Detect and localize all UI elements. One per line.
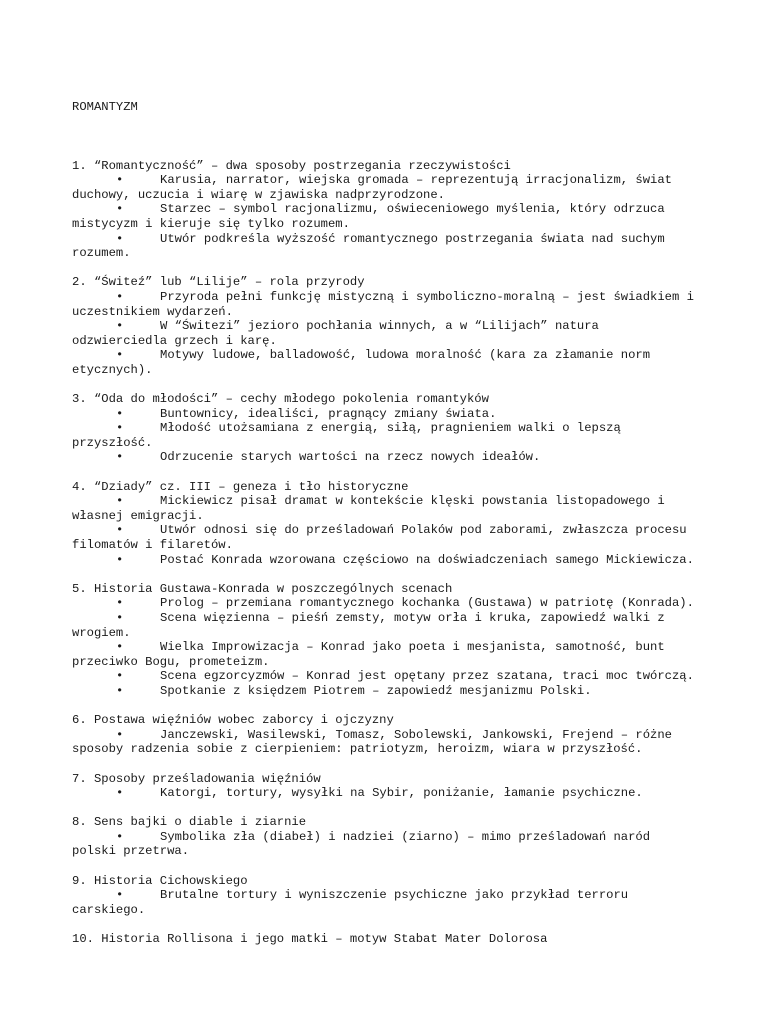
bullet-item: [72, 450, 698, 465]
bullet-text: Wielka Improwizacja – Konrad jako poeta i mesjanista, samotność, bunt przeciwko Bogu, prometeizm.: [72, 640, 672, 669]
bullet-marker-icon: •: [116, 610, 124, 625]
section-10: [72, 932, 698, 947]
bullet-marker-icon: •: [116, 289, 124, 304]
bullet-text: Karusia, narrator, wiejska gromada – reprezentują irracjonalizm, świat duchowy, uczucia i wiarę w zjawiska nadprzyrodzone.: [72, 173, 680, 202]
bullet-text: Mickiewicz pisał dramat w kontekście klęski powstania listopadowego i własnej emigracji.: [72, 494, 672, 523]
section-heading: 8. Sens bajki o diable i ziarnie: [72, 815, 307, 830]
bullet-item: [72, 830, 698, 859]
bullet-item: [72, 407, 698, 422]
section-heading: 6. Postawa więźniów wobec zaborcy i ojczyzny: [72, 713, 394, 728]
section-heading: 1. “Romantyczność” – dwa sposoby postrzegania rzeczywistości: [72, 158, 511, 173]
bullet-text: Symbolika zła (diabeł) i nadziei (ziarno) – mimo prześladowań naród polski przetrwa.: [72, 829, 658, 859]
bullet-text: Scena egzorcyzmów – Konrad jest opętany przez szatana, traci moc twórczą.: [160, 669, 694, 684]
bullet-marker-icon: •: [116, 231, 124, 246]
bullet-item: [72, 596, 698, 611]
section-heading: 9. Historia Cichowskiego: [72, 873, 248, 888]
section-heading: 7. Sposoby prześladowania więźniów: [72, 771, 321, 786]
bullet-marker-icon: •: [116, 406, 124, 421]
bullet-text: Scena więzienna – pieśń zemsty, motyw orła i kruka, zapowiedź walki z wrogiem.: [72, 610, 672, 640]
section-5: [72, 582, 698, 699]
section-7: [72, 772, 698, 801]
section-4: [72, 480, 698, 568]
bullet-item: [72, 348, 698, 377]
section-heading: 4. “Dziady” cz. III – geneza i tło historyczne: [72, 479, 409, 494]
sections-list: [72, 158, 702, 947]
bullet-item: [72, 232, 698, 261]
bullet-item: [72, 553, 698, 568]
bullet-item: [72, 421, 698, 450]
section-2: [72, 275, 702, 377]
bullet-item: [72, 289, 702, 319]
bullet-text: Utwór podkreśla wyższość romantycznego postrzegania świata nad suchym rozumem.: [72, 231, 672, 261]
bullet-text: Utwór odnosi się do prześladowań Polaków pod zaborami, zwłaszcza procesu filomatów i filaretów.: [72, 523, 694, 552]
bullet-text: Katorgi, tortury, wysyłki na Sybir, poniżanie, łamanie psychiczne.: [160, 786, 643, 801]
bullet-marker-icon: •: [116, 683, 124, 698]
bullet-item: [72, 669, 698, 684]
bullet-text: Buntownicy, idealiści, pragnący zmiany świata.: [160, 406, 497, 421]
bullet-text: Starzec – symbol racjonalizmu, oświeceniowego myślenia, który odrzuca mistycyzm i kieruje się tylko rozumem.: [72, 202, 672, 231]
bullet-item: [72, 494, 698, 523]
bullet-marker-icon: •: [116, 173, 124, 188]
bullet-item: [72, 523, 698, 552]
bullet-item: [72, 611, 698, 640]
bullet-marker-icon: •: [116, 596, 124, 611]
bullet-marker-icon: •: [116, 348, 124, 363]
bullet-item: [72, 640, 698, 669]
bullet-item: [72, 202, 698, 231]
section-heading: 5. Historia Gustawa-Konrada w poszczególnych scenach: [72, 581, 453, 596]
bullet-marker-icon: •: [116, 640, 124, 655]
bullet-marker-icon: •: [116, 494, 124, 509]
bullet-item: [72, 684, 698, 699]
bullet-item: [72, 888, 698, 917]
bullet-text: Młodość utożsamiana z energią, siłą, pragnieniem walki o lepszą przyszłość.: [72, 421, 629, 450]
bullet-text: Odrzucenie starych wartości na rzecz nowych ideałów.: [160, 450, 541, 465]
bullet-marker-icon: •: [116, 669, 124, 684]
bullet-item: [72, 728, 698, 757]
section-9: [72, 874, 698, 918]
bullet-item: [72, 173, 698, 202]
section-1: [72, 159, 698, 261]
bullet-text: Brutalne tortury i wyniszczenie psychiczne jako przykład terroru carskiego.: [72, 888, 636, 917]
bullet-marker-icon: •: [116, 552, 124, 567]
bullet-marker-icon: •: [116, 450, 124, 465]
bullet-text: Spotkanie z księdzem Piotrem – zapowiedź mesjanizmu Polski.: [160, 683, 592, 698]
section-6: [72, 713, 698, 757]
bullet-text: Postać Konrada wzorowana częściowo na doświadczeniach samego Mickiewicza.: [160, 552, 694, 567]
bullet-marker-icon: •: [116, 786, 124, 801]
bullet-item: [72, 319, 698, 348]
document-title: ROMANTYZM: [72, 100, 138, 115]
section-8: [72, 815, 698, 859]
bullet-text: Przyroda pełni funkcję mistyczną i symboliczno-moralną – jest świadkiem i uczestnikiem wydarzeń.: [72, 289, 702, 319]
section-heading: 3. “Oda do młodości” – cechy młodego pokolenia romantyków: [72, 392, 489, 407]
bullet-text: Prolog – przemiana romantycznego kochanka (Gustawa) w patriotę (Konrada).: [160, 596, 694, 611]
bullet-item: [72, 786, 698, 801]
bullet-text: Janczewski, Wasilewski, Tomasz, Sobolewski, Jankowski, Frejend – różne sposoby radzenia sobie z cierpieniem: patriotyzm, heroizm, wiara w przyszłość.: [72, 727, 680, 757]
bullet-marker-icon: •: [116, 523, 124, 538]
document-page: [72, 71, 702, 976]
bullet-text: Motywy ludowe, balladowość, ludowa moralność (kara za złamanie norm etycznych).: [72, 348, 658, 377]
section-3: [72, 392, 698, 465]
bullet-marker-icon: •: [116, 319, 124, 334]
bullet-marker-icon: •: [116, 829, 124, 844]
bullet-marker-icon: •: [116, 888, 124, 903]
section-heading: 10. Historia Rollisona i jego matki – motyw Stabat Mater Dolorosa: [72, 932, 548, 947]
bullet-text: W “Świtezi” jezioro pochłania winnych, a w “Lilijach” natura odzwierciedla grzech i karę.: [72, 319, 607, 348]
section-heading: 2. “Świteź” lub “Lilije” – rola przyrody: [72, 275, 365, 290]
bullet-marker-icon: •: [116, 727, 124, 742]
bullet-marker-icon: •: [116, 421, 124, 436]
bullet-marker-icon: •: [116, 202, 124, 217]
